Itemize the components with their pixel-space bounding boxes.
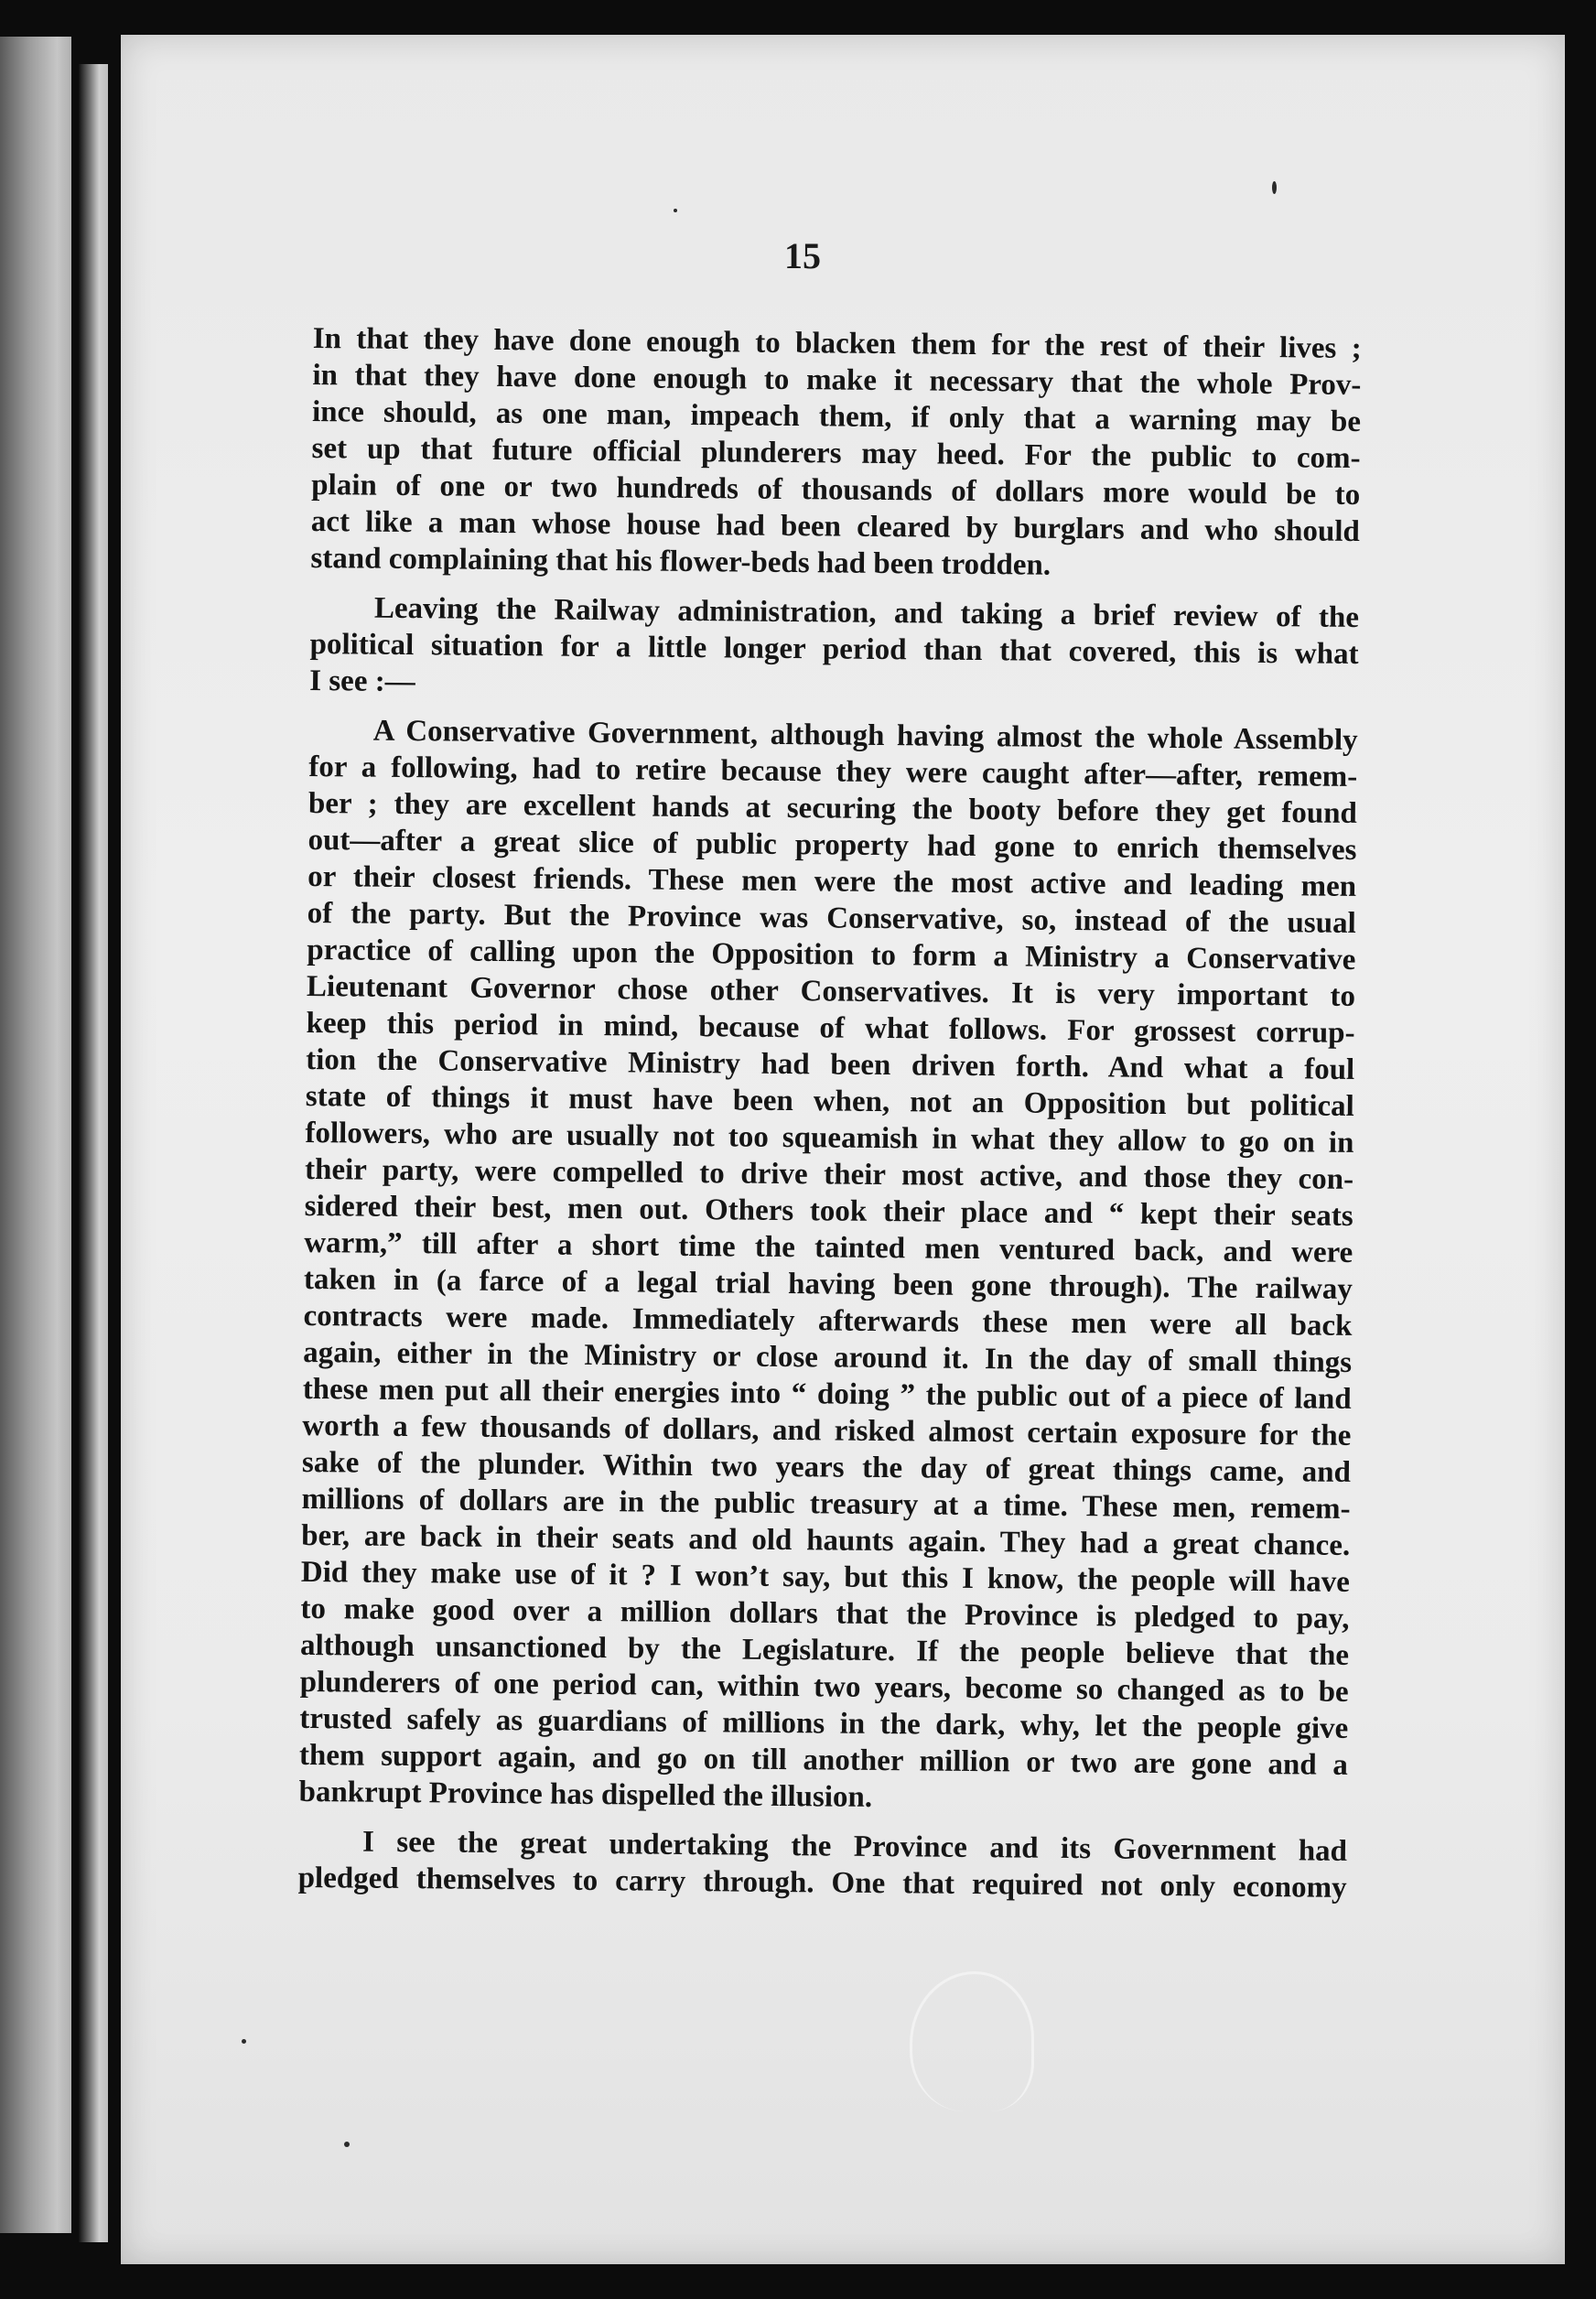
- text-line: in that they have done enough to make it necessary that the whole Prov-: [312, 358, 1362, 402]
- text-line: Lieutenant Governor chose other Conservatives. It is very important to: [306, 969, 1356, 1013]
- page-body-text: [297, 320, 1361, 1906]
- text-line: set up that future official plunderers may heed. For the public to com-: [311, 431, 1361, 475]
- text-line: bankrupt Province has dispelled the illusion.: [298, 1775, 873, 1814]
- text-line: act like a man whose house had been cleared by burglars and who should: [310, 504, 1361, 548]
- scan-speck: [674, 209, 677, 212]
- text-line: out—after a great slice of public property had gone to enrich themselves: [307, 823, 1357, 867]
- page-fold-shadow: [79, 64, 108, 2242]
- text-line: warm,” till after a short time the tainted men ventured back, and were: [304, 1225, 1353, 1269]
- book-page: [121, 35, 1565, 2264]
- text-line: ber ; they are excellent hands at securing the booty before they get found: [307, 786, 1358, 830]
- text-line: taken in (a farce of a legal trial having been gone through). The railway: [303, 1262, 1353, 1306]
- text-line: pledged themselves to carry through. One that required not only economy: [297, 1861, 1347, 1905]
- text-line: to make good over a million dollars that the Province is pledged to pay,: [300, 1592, 1350, 1635]
- text-line: contracts were made. Immediately afterwards these men were all back: [303, 1299, 1353, 1343]
- text-line: sake of the plunder. Within two years the day of great things came, and: [301, 1445, 1352, 1489]
- text-line: state of things it must have been when, not an Opposition but political: [305, 1079, 1354, 1123]
- text-line: sidered their best, men out. Others took their place and “ kept their seats: [304, 1189, 1353, 1233]
- scan-speck: [344, 2142, 350, 2147]
- text-line: of the party. But the Province was Conservative, so, instead of the usual: [307, 896, 1356, 940]
- pencil-mark: [910, 1971, 1034, 2111]
- text-line: I see :—: [309, 664, 415, 699]
- text-line: political situation for a little longer period than that covered, this is what: [309, 627, 1359, 671]
- text-line: plain of one or two hundreds of thousands of dollars more would be to: [311, 468, 1361, 512]
- text-line: millions of dollars are in the public treasury at a time. These men, remem-: [301, 1482, 1351, 1526]
- text-line: keep this period in mind, because of what follows. For grossest corrup-: [306, 1006, 1355, 1050]
- text-line: tion the Conservative Ministry had been driven forth. And what a foul: [306, 1042, 1355, 1086]
- text-line: trusted safely as guardians of millions in the dark, why, let the people give: [299, 1701, 1349, 1745]
- text-line: I see the great undertaking the Province and its Government had: [361, 1825, 1348, 1868]
- text-line: Did they make use of it ? I won’t say, but this I know, the people will have: [300, 1555, 1350, 1599]
- scan-speck: [1272, 181, 1277, 194]
- text-line: A Conservative Government, although having almost the whole Assembly: [372, 714, 1358, 757]
- text-line: followers, who are usually not too squeamish in what they allow to go on in: [305, 1116, 1354, 1160]
- text-line: although unsanctioned by the Legislature. If the people believe that the: [299, 1628, 1350, 1672]
- text-line: stand complaining that his flower-beds had been trodden.: [310, 541, 1051, 582]
- facing-page-edge: [0, 37, 71, 2233]
- text-line: Leaving the Railway administration, and taking a brief review of the: [373, 591, 1360, 634]
- text-line: again, either in the Ministry or close around it. In the day of small things: [302, 1335, 1353, 1379]
- text-line: for a following, had to retire because they were caught after—after, remem-: [308, 750, 1358, 793]
- scan-speck: [242, 2039, 246, 2044]
- page-number: 15: [784, 235, 821, 276]
- text-line: ince should, as one man, impeach them, if only that a warning may be: [311, 394, 1362, 438]
- text-line: practice of calling upon the Opposition to form a Ministry a Conservative: [307, 933, 1356, 977]
- text-line: or their closest friends. These men were the most active and leading men: [307, 859, 1357, 903]
- text-line: them support again, and go on till another million or two are gone and a: [298, 1738, 1349, 1782]
- text-line: ber, are back in their seats and old haunts again. They had a great chance.: [301, 1518, 1351, 1562]
- text-line: plunderers of one period can, within two years, become so changed as to be: [299, 1665, 1349, 1709]
- text-line: In that they have done enough to blacken them for the rest of their lives ;: [312, 321, 1362, 365]
- text-line: worth a few thousands of dollars, and risked almost certain exposure for the: [302, 1409, 1352, 1452]
- text-line: their party, were compelled to drive their most active, and those they con-: [304, 1152, 1354, 1196]
- text-line: these men put all their energies into “ doing ” the public out of a piece of land: [302, 1372, 1352, 1416]
